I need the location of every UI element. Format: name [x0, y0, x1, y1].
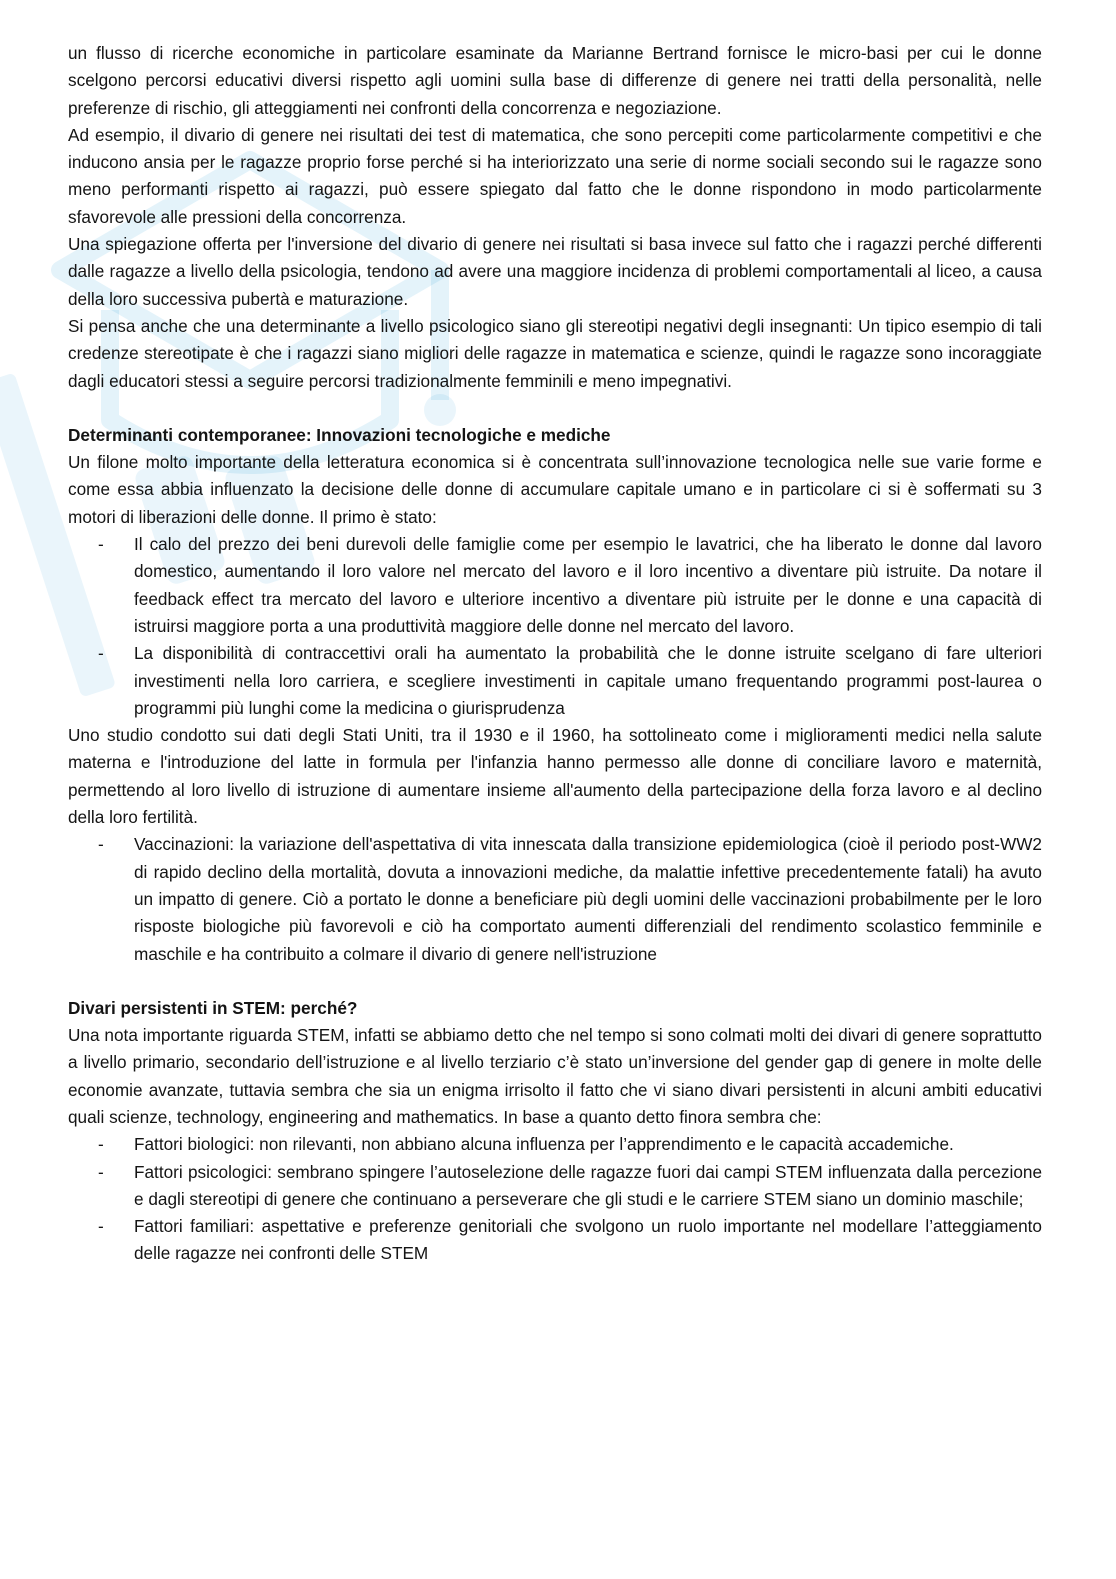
paragraph: un flusso di ricerche economiche in particolare esaminate da Marianne Bertrand fornisce le micro-basi per cui le donne scelgono percorsi educativi diversi rispetto agli uomini sulla base di differenze di genere nei tratti della personalità, nelle preferenze di rischio, gli atteggiamenti nei confronti della concorrenza e negoziazione.	[68, 43, 1042, 118]
list-item-text: Fattori psicologici: sembrano spingere l’autoselezione delle ragazze fuori dai campi STEM influenzata dalla percezione e dagli stereotipi di genere che continuano a perseverare che gli studi e le carriere STEM siano un dominio maschile;	[134, 1161, 1042, 1209]
section-heading: Divari persistenti in STEM: perché?	[68, 997, 358, 1018]
list-item	[68, 1213, 1042, 1268]
dash-bullet-icon: -	[98, 643, 104, 664]
list-item	[68, 531, 1042, 640]
paragraph: Una spiegazione offerta per l'inversione del divario di genere nei risultati si basa invece sul fatto che i ragazzi perché differenti dalle ragazze a livello della psicologia, tendono ad avere una maggiore incidenza di problemi comportamentali al liceo, a causa della loro successiva pubertà e maturazione.	[68, 234, 1042, 309]
paragraph: Una nota importante riguarda STEM, infatti se abbiamo detto che nel tempo si sono colmati molti dei divari di genere soprattutto a livello primario, secondario dell’istruzione e al livello terziario c’è stato un’inversione del gender gap di genere in molte delle economie avanzate, tuttavia sembra che sia un enigma irrisolto il fatto che vi siano divari persistenti in alcuni ambiti educativi quali scienze, technology, engineering and mathematics. In base a quanto detto finora sembra che:	[68, 1025, 1042, 1127]
list-item-text: Vaccinazioni: la variazione dell'aspettativa di vita innescata dalla transizione epidemiologica (cioè il periodo post-WW2 di rapido declino della mortalità, dovuta a innovazioni mediche, da malattie infettive precedentemente fatali) ha avuto un impatto di genere. Ciò a portato le donne a beneficiare più degli uomini delle vaccinazioni probabilmente per le loro risposte biologiche più favorevoli e ciò ha comportato aumenti differenziali del rendimento scolastico femminile e maschile e ha contribuito a colmare il divario di genere nell'istruzione	[134, 834, 1042, 964]
list-item	[68, 1159, 1042, 1214]
paragraph: Si pensa anche che una determinante a livello psicologico siano gli stereotipi negativi degli insegnanti: Un tipico esempio di tali credenze stereotipate è che i ragazzi siano migliori delle ragazze in matematica e scienze, quindi le ragazze sono incoraggiate dagli educatori stessi a seguire percorsi tradizionalmente femminili e meno impegnativi.	[68, 315, 1042, 391]
document-body	[68, 40, 1042, 1268]
paragraph: Un filone molto importante della letteratura economica si è concentrata sull’innovazione tecnologica nelle sue varie forme e come essa abbia influenzato la decisione delle donne di accumulare capitale umano e in particolare ci si è soffermati su 3 motori di liberazioni delle donne. Il primo è stato:	[68, 452, 1042, 527]
dash-bullet-icon: -	[98, 1216, 104, 1237]
list-item-text: Il calo del prezzo dei beni durevoli delle famiglie come per esempio le lavatrici, che ha liberato le donne dal lavoro domestico, aumentando il loro valore nel mercato del lavoro e il loro incentivo a diventare più istruite. Da notare il feedback effect tra mercato del lavoro e ulteriore incentivo a diventare più istruite per le donne e una capacità di istruirsi maggiore porta a una produttività maggiore delle donne nel mercato del lavoro.	[134, 534, 1042, 636]
bullet-list	[68, 531, 1042, 722]
list-item-text: Fattori familiari: aspettative e preferenze genitoriali che svolgono un ruolo importante nel modellare l’atteggiamento delle ragazze nei confronti delle STEM	[134, 1216, 1042, 1264]
section-spacer	[68, 395, 1042, 422]
list-item	[68, 640, 1042, 722]
list-item	[68, 1131, 1042, 1158]
dash-bullet-icon: -	[98, 834, 104, 855]
section-spacer	[68, 968, 1042, 995]
dash-bullet-icon: -	[98, 534, 104, 555]
list-item	[68, 831, 1042, 967]
paragraph: Uno studio condotto sui dati degli Stati Uniti, tra il 1930 e il 1960, ha sottolineato come i miglioramenti medici nella salute materna e l'introduzione del latte in formula per l'infanzia hanno permesso alle donne di conciliare lavoro e maternità, permettendo al loro livello di istruzione di aumentare insieme all'aumento della partecipazione della forza lavoro e al declino della loro fertilità.	[68, 725, 1042, 828]
dash-bullet-icon: -	[98, 1161, 104, 1182]
list-item-text: La disponibilità di contraccettivi orali ha aumentato la probabilità che le donne istruite scelgano di fare ulteriori investimenti nella loro carriera, e scegliere investimenti in capitale umano frequentando programmi post-laurea o programmi più lunghi come la medicina o giurisprudenza	[134, 643, 1042, 718]
dash-bullet-icon: -	[98, 1134, 104, 1155]
paragraph: Ad esempio, il divario di genere nei risultati dei test di matematica, che sono percepiti come particolarmente competitivi e che inducono ansia per le ragazze proprio forse perché si ha interiorizzato una serie di norme sociali secondo sui le ragazze sono meno performanti rispetto ai ragazzi, può essere spiegato dal fatto che le donne rispondono in modo particolarmente sfavorevole alle pressioni della concorrenza.	[68, 124, 1042, 227]
bullet-list	[68, 831, 1042, 967]
bullet-list	[68, 1131, 1042, 1267]
section-heading: Determinanti contemporanee: Innovazioni tecnologiche e mediche	[68, 424, 611, 445]
list-item-text: Fattori biologici: non rilevanti, non abbiano alcuna influenza per l’apprendimento e le capacità accademiche.	[134, 1134, 954, 1155]
